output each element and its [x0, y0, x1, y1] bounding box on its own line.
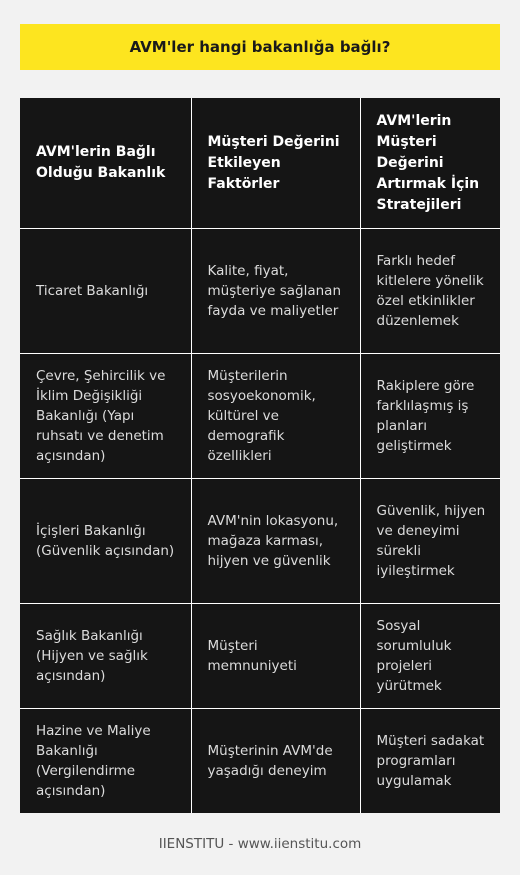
table-cell: Kalite, fiyat, müşteriye sağlanan fayda ve maliyetler — [191, 229, 360, 354]
table-row — [20, 354, 500, 479]
table-cell: Sosyal sorumluluk projeleri yürütmek — [360, 604, 500, 709]
table-cell: Hazine ve Maliye Bakanlığı (Vergilendirme açısından) — [20, 709, 191, 814]
table-row — [20, 229, 500, 354]
table-cell: Güvenlik, hijyen ve deneyimi sürekli iyileştirmek — [360, 479, 500, 604]
table-cell: Müşterilerin sosyoekonomik, kültürel ve demografik özellikleri — [191, 354, 360, 479]
page-title: AVM'ler hangi bakanlığa bağlı? — [129, 38, 391, 56]
header-row — [20, 98, 500, 229]
title-banner — [20, 24, 500, 70]
table-cell: AVM'nin lokasyonu, mağaza karması, hijyen ve güvenlik — [191, 479, 360, 604]
table-cell: Rakiplere göre farklılaşmış iş planları geliştirmek — [360, 354, 500, 479]
column-header-factors: Müşteri Değerini Etkileyen Faktörler — [191, 98, 360, 229]
column-header-ministry: AVM'lerin Bağlı Olduğu Bakanlık — [20, 98, 191, 229]
table-cell: Ticaret Bakanlığı — [20, 229, 191, 354]
column-header-strategies: AVM'lerin Müşteri Değerini Artırmak İçin Stratejileri — [360, 98, 500, 229]
table-row — [20, 709, 500, 814]
table-cell: Müşteri memnuniyeti — [191, 604, 360, 709]
table-cell: Müşteri sadakat programları uygulamak — [360, 709, 500, 814]
table-cell: Çevre, Şehircilik ve İklim Değişikliği Bakanlığı (Yapı ruhsatı ve denetim açısından) — [20, 354, 191, 479]
info-table — [20, 98, 500, 813]
table-cell: Müşterinin AVM'de yaşadığı deneyim — [191, 709, 360, 814]
table-cell: Sağlık Bakanlığı (Hijyen ve sağlık açısından) — [20, 604, 191, 709]
table-row — [20, 604, 500, 709]
footer-credit: IIENSTITU - www.iienstitu.com — [158, 836, 362, 852]
table-cell: Farklı hedef kitlelere yönelik özel etkinlikler düzenlemek — [360, 229, 500, 354]
table-row — [20, 479, 500, 604]
table-cell: İçişleri Bakanlığı (Güvenlik açısından) — [20, 479, 191, 604]
